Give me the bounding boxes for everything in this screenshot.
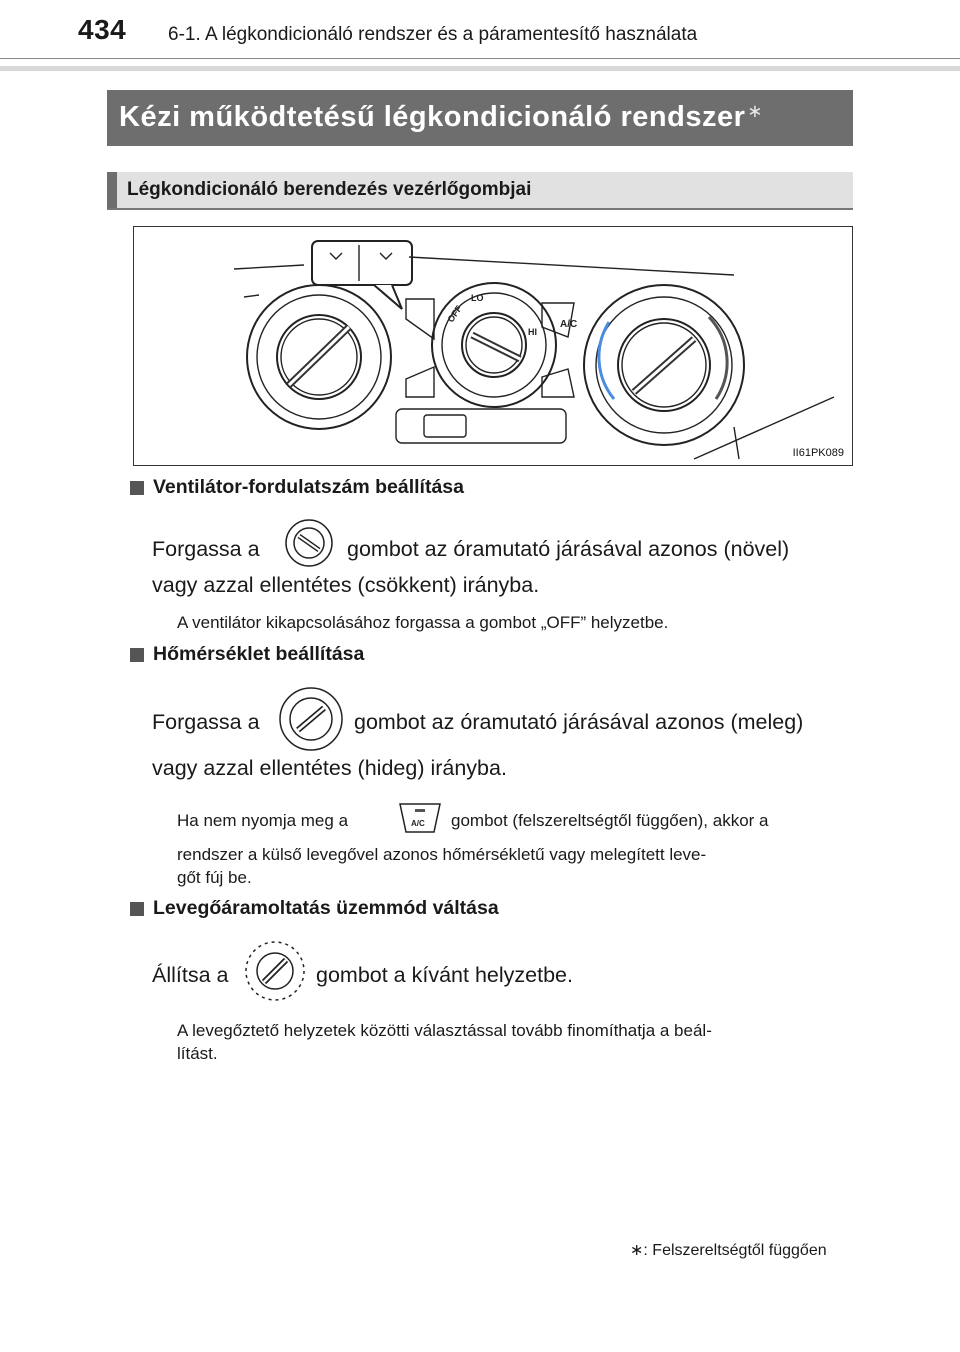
fan-off-label: OFF bbox=[445, 303, 464, 325]
mode-note-line1: A levegőztető helyzetek közötti választással tovább finomíthatja a beál- bbox=[177, 1021, 712, 1040]
temp-note-line3: gőt fúj be. bbox=[177, 868, 252, 887]
header-band bbox=[0, 66, 960, 71]
section-title-text: Kézi működtetésű légkondicionáló rendszer bbox=[119, 101, 746, 133]
footnote-text: : Felszereltségtől függően bbox=[643, 1242, 827, 1259]
control-panel-illustration bbox=[133, 226, 853, 466]
temperature-knob-icon bbox=[278, 686, 344, 752]
mode-knob-icon bbox=[244, 940, 306, 1002]
section-title-mark: ∗ bbox=[747, 101, 763, 121]
subsection-accent bbox=[107, 172, 117, 208]
fan-lo-label: LO bbox=[471, 293, 484, 303]
mode-heading: Levegőáramoltatás üzemmód váltása bbox=[153, 897, 499, 919]
temp-line2: vagy azzal ellentétes (hideg) irányba. bbox=[152, 756, 507, 780]
ac-button-label: A/C bbox=[560, 319, 578, 330]
temp-note-line2: rendszer a külső levegővel azonos hőmérsékletű vagy melegített leve- bbox=[177, 845, 707, 864]
bullet-square bbox=[130, 648, 144, 662]
temp-note-end: gombot (felszereltségtől függően), akkor a bbox=[451, 811, 769, 830]
temp-line1-end: gombot az óramutató járásával azonos (meleg) bbox=[354, 710, 804, 734]
footnote-mark: ∗ bbox=[630, 1242, 644, 1259]
section-title-bar bbox=[107, 90, 853, 146]
fan-line2: vagy azzal ellentétes (csökkent) irányba. bbox=[152, 573, 540, 597]
footnote bbox=[630, 1240, 827, 1260]
ac-button-icon bbox=[398, 800, 442, 836]
fan-line1-start: Forgassa a bbox=[152, 537, 260, 561]
subsection-title: Légkondicionáló berendezés vezérlőgombjai bbox=[127, 179, 532, 200]
section-title bbox=[119, 101, 763, 134]
control-panel-drawing bbox=[134, 227, 852, 465]
fan-hi-label: HI bbox=[528, 327, 537, 337]
mode-line1-start: Állítsa a bbox=[152, 963, 229, 987]
fan-line1-end: gombot az óramutató járásával azonos (növel) bbox=[347, 537, 790, 561]
page-number: 434 bbox=[78, 14, 127, 45]
bullet-square bbox=[130, 902, 144, 916]
ac-icon-label: A/C bbox=[411, 819, 425, 828]
fan-knob-icon bbox=[284, 518, 334, 568]
temp-note-start: Ha nem nyomja meg a bbox=[177, 811, 349, 830]
temp-line1-start: Forgassa a bbox=[152, 710, 260, 734]
mode-line1-end: gombot a kívánt helyzetbe. bbox=[316, 963, 573, 987]
subsection-bar bbox=[107, 172, 853, 210]
temp-heading: Hőmérséklet beállítása bbox=[153, 643, 365, 665]
chapter-title: 6-1. A légkondicionáló rendszer és a páramentesítő használata bbox=[168, 24, 698, 45]
fan-note: A ventilátor kikapcsolásához forgassa a gombot „OFF” helyzetbe. bbox=[177, 613, 669, 632]
fan-heading: Ventilátor-fordulatszám beállítása bbox=[153, 476, 465, 498]
mode-note-line2: lítást. bbox=[177, 1044, 218, 1063]
header-rule bbox=[0, 58, 960, 59]
figure-code: II61PK089 bbox=[792, 447, 844, 459]
bullet-square bbox=[130, 481, 144, 495]
